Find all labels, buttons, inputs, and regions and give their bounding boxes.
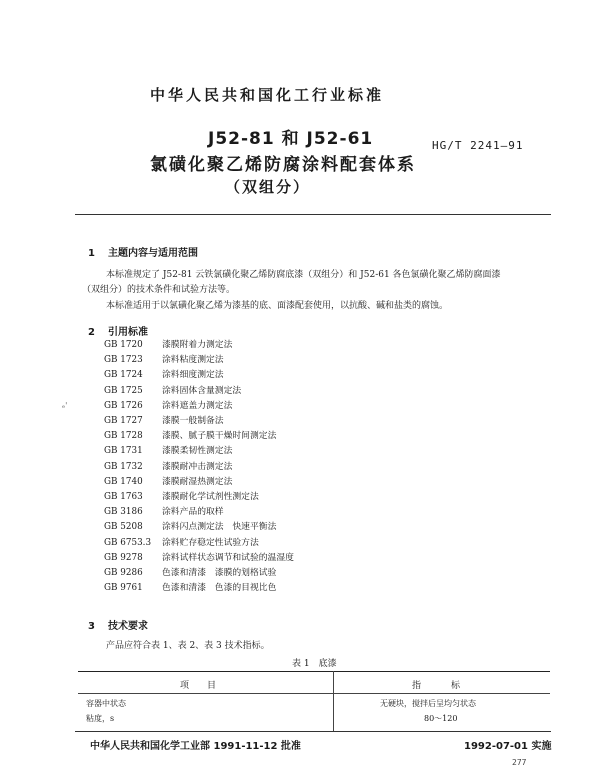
reference-code: GB 1720 (104, 340, 143, 350)
approval-statement: 中华人民共和国化学工业部 1991-11-12 批准 (90, 741, 301, 752)
reference-title: 漆膜柔韧性测定法 (162, 446, 233, 457)
table-cell: 容器中状态 (86, 699, 126, 708)
reference-title: 漆膜、腻子膜干燥时间测定法 (162, 431, 277, 442)
table-cell: 80～120 (424, 714, 458, 723)
reference-code: GB 1727 (104, 416, 143, 426)
reference-item (104, 352, 224, 365)
reference-item (104, 489, 259, 502)
reference-title: 漆膜耐化学试剂性测定法 (162, 492, 259, 502)
reference-code: GB 9278 (104, 552, 143, 563)
section-number: 1 (88, 248, 95, 259)
section-heading-1 (88, 244, 198, 259)
table-header-index: 指标 (412, 681, 491, 691)
document-title: 氯磺化聚乙烯防腐涂料配套体系 (150, 155, 416, 175)
header-divider (75, 214, 551, 215)
reference-item (104, 367, 224, 380)
reference-code: GB 1763 (104, 492, 143, 502)
reference-title: 漆膜附着力测定法 (162, 340, 233, 350)
reference-code: GB 9286 (104, 568, 143, 578)
table-cell: 无硬块，搅拌后呈均匀状态 (380, 699, 476, 708)
reference-code: GB 3186 (104, 507, 143, 518)
reference-code: GB 1723 (104, 355, 143, 366)
reference-title: 漆膜一般制备法 (162, 416, 224, 426)
reference-code: GB 1724 (104, 370, 143, 381)
reference-title: 色漆和清漆 色漆的目视比色 (162, 583, 277, 594)
reference-title: 涂料产品的取样 (162, 507, 224, 518)
footer-divider (75, 731, 551, 732)
reference-title: 漆膜耐湿热测定法 (162, 476, 233, 487)
reference-item (104, 337, 232, 350)
reference-item (104, 580, 276, 593)
reference-code: GB 5208 (104, 522, 143, 533)
reference-title: 涂料试样状态调节和试验的温湿度 (162, 552, 294, 563)
implementation-date: 1992-07-01 实施 (464, 741, 552, 752)
reference-code: GB 6753.3 (104, 537, 152, 548)
section-number: 2 (88, 327, 95, 338)
reference-title: 涂料细度测定法 (162, 370, 224, 381)
reference-title: 涂料遮盖力测定法 (162, 400, 233, 411)
reference-title: 涂料贮存稳定性试验方法 (162, 537, 259, 548)
reference-item (104, 459, 232, 472)
section-title: 主题内容与适用范围 (108, 248, 198, 259)
paragraph-scope-line1: 本标准规定了 J52-81 云铁氯磺化聚乙烯防腐底漆（双组分）和 J52-61 各色氯磺化聚乙烯防腐面漆 (106, 270, 501, 280)
table-top-rule (78, 671, 550, 672)
reference-item (104, 383, 241, 396)
paragraph-requirements: 产品应符合表 1、表 2、表 3 技术指标。 (106, 641, 270, 651)
reference-item (104, 413, 224, 426)
reference-title: 漆膜耐冲击测定法 (162, 461, 233, 472)
table-header-item: 项目 (180, 681, 235, 691)
reference-code: GB 9761 (104, 583, 143, 594)
reference-code: GB 1731 (104, 446, 143, 457)
reference-item (104, 428, 276, 441)
reference-code: GB 1725 (104, 385, 143, 396)
reference-title: 涂料粘度测定法 (162, 355, 224, 366)
section-heading-3 (88, 617, 148, 632)
reference-code: GB 1728 (104, 431, 143, 442)
section-title: 技术要求 (108, 621, 148, 632)
reference-item (104, 504, 224, 517)
standard-number: HG/T 2241—91 (432, 139, 524, 152)
table-column-divider (333, 671, 334, 731)
section-title: 引用标准 (108, 327, 148, 338)
paragraph-application: 本标准适用于以氯磺化聚乙烯为漆基的底、面漆配套使用，以抗酸、碱和盐类的腐蚀。 (106, 301, 449, 311)
table-header-rule (78, 693, 550, 694)
reference-item (104, 398, 232, 411)
reference-title: 色漆和清漆 漆膜的划格试验 (162, 568, 277, 578)
reference-title: 涂料固体含量测定法 (162, 385, 242, 396)
table-title: 表 1 底漆 (292, 659, 337, 669)
reference-item (104, 519, 276, 532)
reference-code: GB 1740 (104, 476, 143, 487)
table-cell: 粘度，s (86, 714, 115, 723)
reference-item (104, 565, 276, 578)
reference-item (104, 443, 232, 456)
section-number: 3 (88, 621, 95, 632)
product-codes: J52-81 和 J52-61 (208, 129, 374, 149)
section-heading-2 (88, 323, 148, 338)
reference-item (104, 474, 232, 487)
reference-code: GB 1732 (104, 461, 143, 472)
document-subtitle: （双组分） (225, 178, 311, 196)
issuing-organization: 中华人民共和国化工行业标准 (150, 86, 385, 104)
reference-item (104, 535, 259, 548)
reference-code: GB 1726 (104, 400, 143, 411)
page-number: 277 (512, 758, 527, 767)
reference-item (104, 550, 294, 563)
paragraph-scope-line2: （双组分）的技术条件和试验方法等。 (82, 285, 236, 295)
reference-title: 涂料闪点测定法 快速平衡法 (162, 522, 277, 533)
scan-artifact-mark: ₑ' (62, 401, 68, 410)
